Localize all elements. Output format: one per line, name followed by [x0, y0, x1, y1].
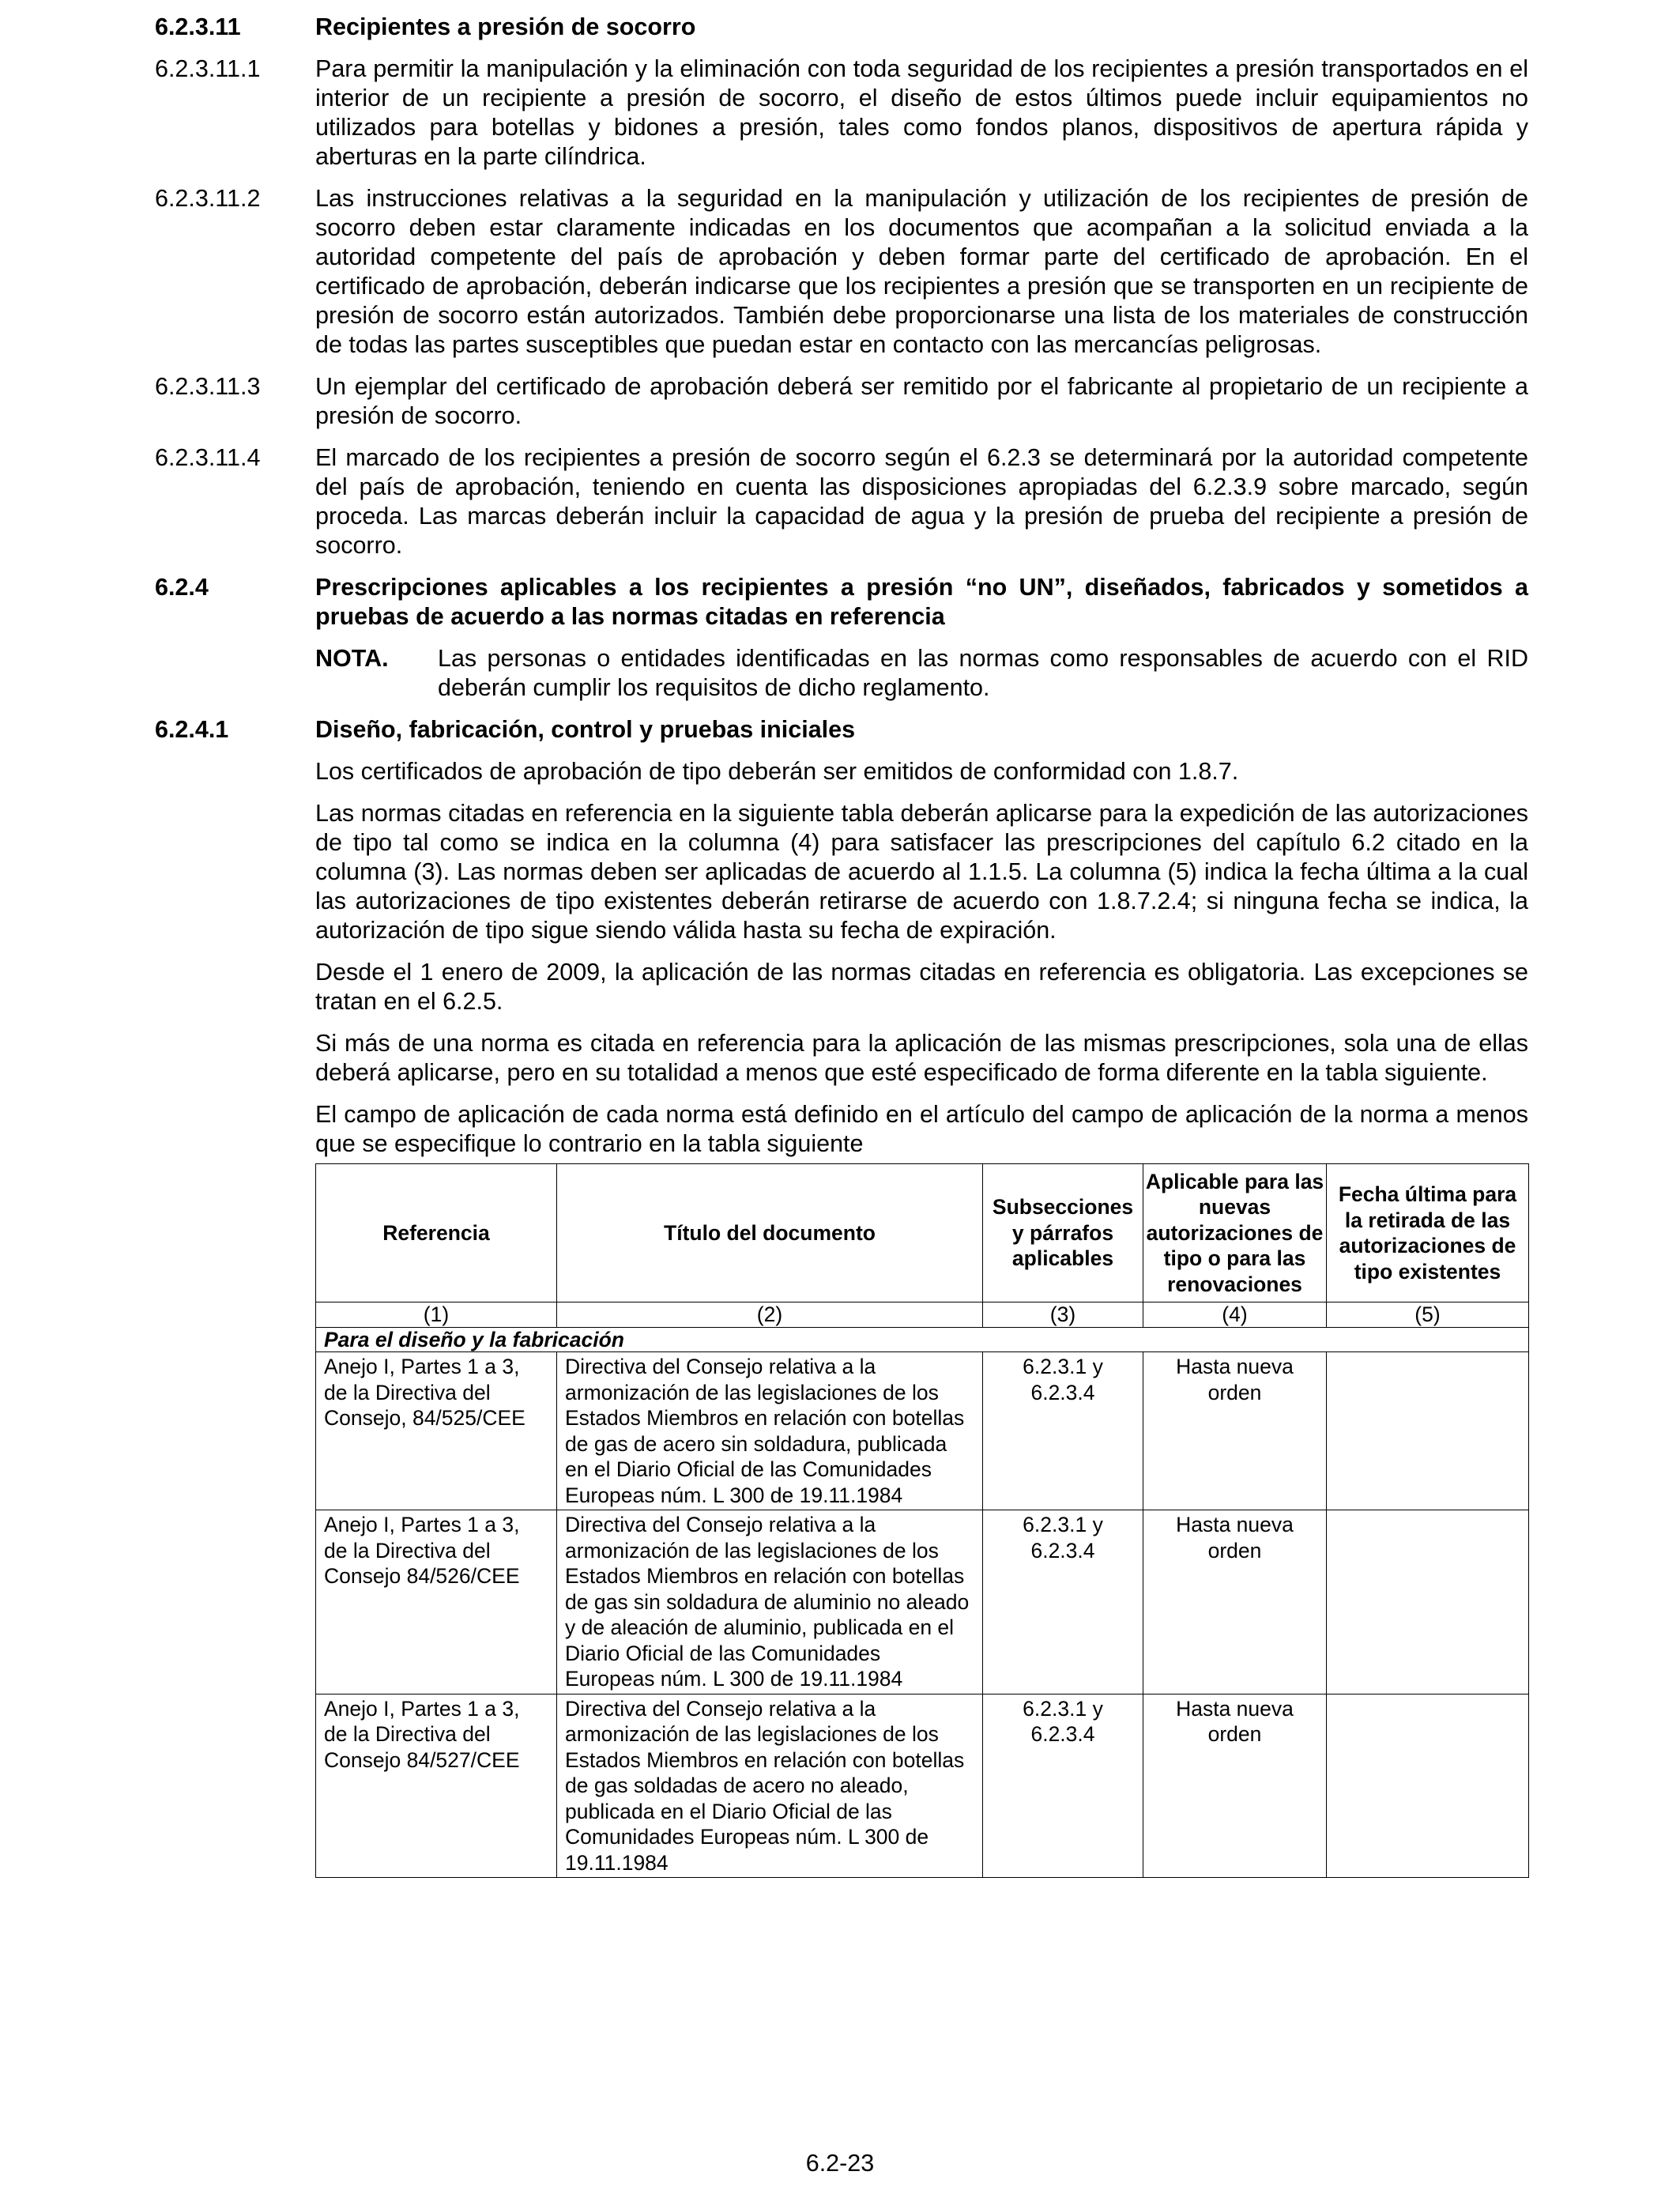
note-text: Las personas o entidades identificadas en las normas como responsables de acuerdo con el RID deberán cumplir los requisitos de dicho reglamento. — [438, 645, 1528, 701]
cell-applicable: Hasta nueva orden — [1143, 1352, 1327, 1510]
section-title: Prescripciones aplicables a los recipientes a presión “no UN”, diseñados, fabricados y sometidos a pruebas de acuerdo a las normas citadas en referencia — [315, 574, 1528, 630]
paragraph: Desde el 1 enero de 2009, la aplicación de las normas citadas en referencia es obligatoria. Las excepciones se tratan en el 6.2.5. — [315, 959, 1528, 1015]
section-number: 6.2.3.11.3 — [155, 373, 261, 400]
cell-document-title: Directiva del Consejo relativa a la armonización de las legislaciones de los Estados Miembros en relación con botellas de gas sin soldadura de aluminio no aleado y de aleación de aluminio, publicada en el Diario Oficial de las Comunidades Europeas núm. L 300 de 19.11.1984 — [557, 1510, 983, 1695]
table-row — [316, 1694, 1529, 1878]
section-text: Las instrucciones relativas a la seguridad en la manipulación y utilización de los recipientes de presión de socorro deben estar claramente indicadas en los documentos que acompañan a la solicitud enviada a la autoridad competente del país de aprobación y deben formar parte del certificado de aprobación. En el certificado de aprobación, deberán indicarse que los recipientes a presión que se transporten en un recipiente de presión de socorro están autorizados. También debe proporcionarse una lista de los materiales de construcción de todas las partes susceptibles que puedan estar en contacto con las mercancías peligrosas. — [315, 185, 1528, 358]
column-number: (5) — [1327, 1302, 1529, 1328]
cell-applicable: Hasta nueva orden — [1143, 1510, 1327, 1695]
note — [315, 644, 1528, 703]
cell-document-title: Directiva del Consejo relativa a la armonización de las legislaciones de los Estados Miembros en relación con botellas de gas soldadas de acero no aleado, publicada en el Diario Oficial de las Comunidades Europeas núm. L 300 de 19.11.1984 — [557, 1694, 983, 1878]
note-label: NOTA. — [315, 645, 389, 672]
column-number: (3) — [983, 1302, 1143, 1328]
cell-withdrawal-date — [1327, 1510, 1529, 1695]
column-number: (4) — [1143, 1302, 1327, 1328]
page-number: 6.2-23 — [805, 2150, 875, 2177]
section-number: 6.2.4 — [155, 574, 209, 601]
header-withdrawal-date: Fecha última para la retirada de las autorizaciones de tipo existentes — [1327, 1164, 1529, 1302]
table-column-numbers-row — [316, 1302, 1529, 1328]
cell-document-title: Directiva del Consejo relativa a la armonización de las legislaciones de los Estados Miembros en relación con botellas de gas de acero sin soldadura, publicada en el Diario Oficial de las Comunidades Europeas núm. L 300 de 19.11.1984 — [557, 1352, 983, 1510]
cell-withdrawal-date — [1327, 1694, 1529, 1878]
header-subsections: Subsecciones y párrafos aplicables — [983, 1164, 1143, 1302]
cell-subsections: 6.2.3.1 y 6.2.3.4 — [983, 1510, 1143, 1695]
cell-applicable: Hasta nueva orden — [1143, 1694, 1327, 1878]
section-number: 6.2.3.11.2 — [155, 185, 261, 212]
section-6-2-3-11-1 — [155, 55, 1528, 172]
paragraph: Los certificados de aprobación de tipo deberán ser emitidos de conformidad con 1.8.7. — [315, 758, 1239, 785]
cell-reference: Anejo I, Partes 1 a 3, de la Directiva del Consejo 84/527/CEE — [316, 1694, 557, 1878]
section-6-2-4-1 — [155, 715, 1528, 745]
group-label: Para el diseño y la fabricación — [316, 1328, 1529, 1352]
table-row — [316, 1510, 1529, 1695]
header-applicable: Aplicable para las nuevas autorizaciones de tipo o para las renovaciones — [1143, 1164, 1327, 1302]
section-text: El marcado de los recipientes a presión de socorro según el 6.2.3 se determinará por la autoridad competente del país de aprobación, teniendo en cuenta las disposiciones apropiadas del 6.2.3.9 sobre marcado, según proceda. Las marcas deberán incluir la capacidad de agua y la presión de prueba del recipiente a presión de socorro. — [315, 444, 1528, 559]
section-title: Recipientes a presión de socorro — [315, 13, 696, 40]
section-text: Para permitir la manipulación y la eliminación con toda seguridad de los recipientes a presión transportados en el interior de un recipiente a presión de socorro, el diseño de estos últimos puede incluir equipamientos no utilizados para botellas y bidones a presión, tales como fondos planos, dispositivos de apertura rápida y aberturas en la parte cilíndrica. — [315, 55, 1528, 170]
cell-reference: Anejo I, Partes 1 a 3, de la Directiva del Consejo, 84/525/CEE — [316, 1352, 557, 1510]
section-number: 6.2.3.11 — [155, 13, 241, 40]
paragraph: Las normas citadas en referencia en la siguiente tabla deberán aplicarse para la expedición de las autorizaciones de tipo tal como se indica en la columna (4) para satisfacer las prescripciones del capítulo 6.2 citado en la columna (3). Las normas deben ser aplicadas de acuerdo al 1.1.5. La columna (5) indica la fecha última a la cual las autorizaciones de tipo existentes deberán retirarse de acuerdo con 1.8.7.2.4; si ninguna fecha se indica, la autorización de tipo sigue siendo válida hasta su fecha de expiración. — [315, 800, 1528, 944]
table-row — [316, 1352, 1529, 1510]
section-6-2-3-11 — [155, 13, 1528, 42]
section-6-2-3-11-3 — [155, 372, 1528, 431]
section-text: Un ejemplar del certificado de aprobación deberá ser remitido por el fabricante al propietario de un recipiente a presión de socorro. — [315, 373, 1528, 429]
section-title: Diseño, fabricación, control y pruebas iniciales — [315, 716, 856, 743]
section-6-2-3-11-4 — [155, 443, 1528, 560]
section-number: 6.2.3.11.4 — [155, 444, 261, 471]
cell-subsections: 6.2.3.1 y 6.2.3.4 — [983, 1352, 1143, 1510]
paragraph: Si más de una norma es citada en referencia para la aplicación de las mismas prescripciones, sola una de ellas deberá aplicarse, pero en su totalidad a menos que esté especificado de forma diferente en la tabla siguiente. — [315, 1030, 1528, 1086]
cell-withdrawal-date — [1327, 1352, 1529, 1510]
cell-reference: Anejo I, Partes 1 a 3, de la Directiva del Consejo 84/526/CEE — [316, 1510, 557, 1695]
table-group-row — [316, 1328, 1529, 1352]
paragraph: El campo de aplicación de cada norma está definido en el artículo del campo de aplicación de la norma a menos que se especifique lo contrario en la tabla siguiente — [315, 1101, 1528, 1157]
column-number: (2) — [557, 1302, 983, 1328]
section-6-2-4 — [155, 573, 1528, 631]
section-6-2-3-11-2 — [155, 184, 1528, 360]
section-number: 6.2.3.11.1 — [155, 55, 261, 82]
cell-subsections: 6.2.3.1 y 6.2.3.4 — [983, 1694, 1143, 1878]
section-number: 6.2.4.1 — [155, 716, 229, 743]
document-page — [155, 13, 1528, 1878]
table-header-row — [316, 1164, 1529, 1302]
header-document-title: Título del documento — [557, 1164, 983, 1302]
standards-table — [315, 1163, 1529, 1878]
header-reference: Referencia — [316, 1164, 557, 1302]
column-number: (1) — [316, 1302, 557, 1328]
